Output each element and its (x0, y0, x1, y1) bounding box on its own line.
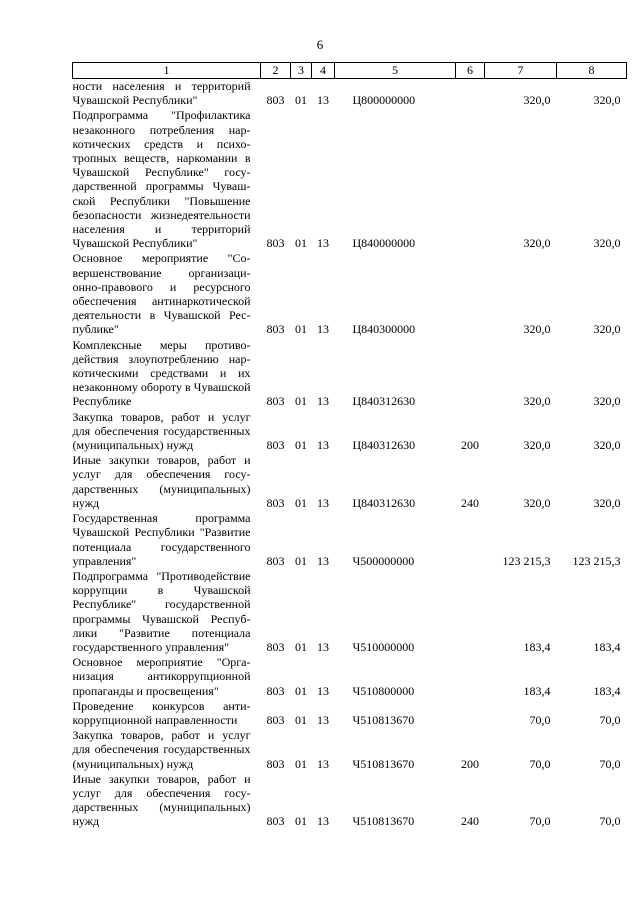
column-header: 4 (312, 63, 335, 79)
amount-year-2: 320,0 (593, 93, 621, 108)
expense-type-code (456, 511, 485, 569)
amount-year-2: 320,0 (593, 394, 621, 409)
table-row (73, 79, 627, 109)
subsection-code: 13 (317, 712, 329, 727)
section-code: 01 (295, 495, 307, 510)
target-article-code: Ч510813670 (352, 712, 415, 727)
column-header: 1 (73, 63, 261, 79)
target-article-code: Ч510000000 (352, 639, 415, 654)
subsection-code: 13 (317, 756, 329, 771)
target-article-code: Ц840312630 (352, 495, 416, 510)
column-header: 6 (456, 63, 485, 79)
table-row (73, 108, 627, 251)
table-body (73, 79, 627, 830)
target-article-code: Ч510813670 (352, 756, 415, 771)
target-article-code: Ч500000000 (352, 553, 415, 568)
admin-code: 803 (266, 394, 285, 409)
amount-year-1: 320,0 (523, 93, 551, 108)
admin-code: 803 (266, 712, 285, 727)
section-code: 01 (295, 814, 307, 829)
admin-code: 803 (266, 322, 285, 337)
subsection-code: 13 (317, 322, 329, 337)
amount-year-1: 320,0 (523, 394, 551, 409)
amount-year-2: 320,0 (593, 322, 621, 337)
section-code: 01 (295, 639, 307, 654)
amount-year-1: 320,0 (523, 438, 551, 453)
table-row (73, 699, 627, 728)
amount-year-2: 123 215,3 (572, 553, 621, 568)
admin-code: 803 (266, 495, 285, 510)
section-code: 01 (295, 394, 307, 409)
amount-year-2: 320,0 (593, 495, 621, 510)
expense-type-code (456, 655, 485, 699)
section-code: 01 (295, 322, 307, 337)
row-description: Иные закупки товаров, работ и услуг для обеспечения государственных (муниципальных) нужд (72, 771, 251, 829)
row-description: Основное мероприятие "Совершенствование организационно-правового и ресурсного обеспечения антинаркотической деятельности в Чувашской Республике" (72, 251, 251, 337)
amount-year-2: 183,4 (593, 683, 621, 698)
table-row (73, 569, 627, 655)
subsection-code: 13 (317, 683, 329, 698)
row-description: Подпрограмма "Противодействие коррупции в Чувашской Республике" государственной программы Чувашской Республики "Развитие потенциала государственного управления" (72, 568, 251, 654)
amount-year-1: 70,0 (529, 814, 551, 829)
table-row (73, 511, 627, 569)
table-row (73, 728, 627, 772)
table-row (73, 655, 627, 699)
admin-code: 803 (266, 236, 285, 251)
section-code: 01 (295, 236, 307, 251)
amount-year-1: 183,4 (523, 683, 551, 698)
row-description: Подпрограмма "Профилактика незаконного потребления наркотических средств и психотропных веществ, наркомании в Чувашской Республике" государственной программы Чувашской Республики "Повышение безопасности жизнедеятельности населения и территорий Чувашской Республики" (72, 108, 251, 251)
amount-year-1: 70,0 (529, 756, 551, 771)
subsection-code: 13 (317, 814, 329, 829)
subsection-code: 13 (317, 93, 329, 108)
target-article-code: Ч510813670 (352, 814, 415, 829)
table-row (73, 410, 627, 454)
amount-year-2: 320,0 (593, 438, 621, 453)
amount-year-2: 70,0 (599, 712, 621, 727)
column-header: 7 (485, 63, 557, 79)
expense-type-code (456, 699, 485, 728)
section-code: 01 (295, 712, 307, 727)
expense-type-code (456, 569, 485, 655)
expense-type-code (456, 338, 485, 410)
column-header: 5 (335, 63, 456, 79)
section-code: 01 (295, 756, 307, 771)
subsection-code: 13 (317, 639, 329, 654)
expense-type-code: 200 (461, 756, 479, 771)
amount-year-1: 320,0 (523, 495, 551, 510)
row-description: Закупка товаров, работ и услуг для обеспечения государственных (муниципальных) нужд (72, 409, 251, 453)
expense-type-code (456, 108, 485, 251)
amount-year-2: 70,0 (599, 756, 621, 771)
subsection-code: 13 (317, 394, 329, 409)
row-description: Иные закупки товаров, работ и услуг для обеспечения государственных (муниципальных) нужд (72, 453, 251, 510)
row-description: Комплексные меры противодействия злоупотреблению наркотическими средствами и их незаконному обороту в Чувашской Республике (72, 337, 251, 409)
expense-type-code: 200 (461, 438, 479, 453)
column-header: 8 (557, 63, 627, 79)
section-code: 01 (295, 438, 307, 453)
table-header (73, 63, 627, 79)
amount-year-1: 123 215,3 (502, 553, 551, 568)
section-code: 01 (295, 93, 307, 108)
expense-type-code (456, 251, 485, 337)
expense-type-code: 240 (461, 814, 479, 829)
column-header: 2 (261, 63, 291, 79)
expense-type-code: 240 (461, 495, 479, 510)
target-article-code: Ч510800000 (352, 683, 415, 698)
subsection-code: 13 (317, 236, 329, 251)
amount-year-2: 70,0 (599, 814, 621, 829)
row-description: Основное мероприятие "Организация антикоррупционной пропаганды и просвещения" (72, 655, 251, 698)
row-description: Государственная программа Чувашской Республики "Развитие потенциала государственного управления" (72, 511, 251, 568)
row-description: Закупка товаров, работ и услуг для обеспечения государственных (муниципальных) нужд (72, 728, 251, 771)
row-description: Проведение конкурсов антикоррупционной направленности (72, 698, 251, 727)
target-article-code: Ц800000000 (352, 93, 416, 108)
amount-year-1: 320,0 (523, 322, 551, 337)
admin-code: 803 (266, 639, 285, 654)
target-article-code: Ц840312630 (352, 438, 416, 453)
amount-year-2: 183,4 (593, 639, 621, 654)
table-row (73, 338, 627, 410)
amount-year-1: 320,0 (523, 236, 551, 251)
expense-type-code (456, 79, 485, 109)
budget-table (72, 62, 627, 830)
target-article-code: Ц840300000 (352, 322, 416, 337)
target-article-code: Ц840312630 (352, 394, 416, 409)
admin-code: 803 (266, 814, 285, 829)
admin-code: 803 (266, 93, 285, 108)
amount-year-1: 183,4 (523, 639, 551, 654)
amount-year-1: 70,0 (529, 712, 551, 727)
subsection-code: 13 (317, 495, 329, 510)
section-code: 01 (295, 553, 307, 568)
page-number: 6 (316, 37, 324, 52)
section-code: 01 (295, 683, 307, 698)
table-row (73, 772, 627, 830)
column-header: 3 (291, 63, 312, 79)
subsection-code: 13 (317, 553, 329, 568)
admin-code: 803 (266, 756, 285, 771)
table-row (73, 251, 627, 337)
table-row (73, 453, 627, 511)
admin-code: 803 (266, 683, 285, 698)
row-description: ности населения и территорий Чувашской Республики" (72, 79, 251, 108)
target-article-code: Ц840000000 (352, 236, 416, 251)
admin-code: 803 (266, 553, 285, 568)
amount-year-2: 320,0 (593, 236, 621, 251)
subsection-code: 13 (317, 438, 329, 453)
admin-code: 803 (266, 438, 285, 453)
